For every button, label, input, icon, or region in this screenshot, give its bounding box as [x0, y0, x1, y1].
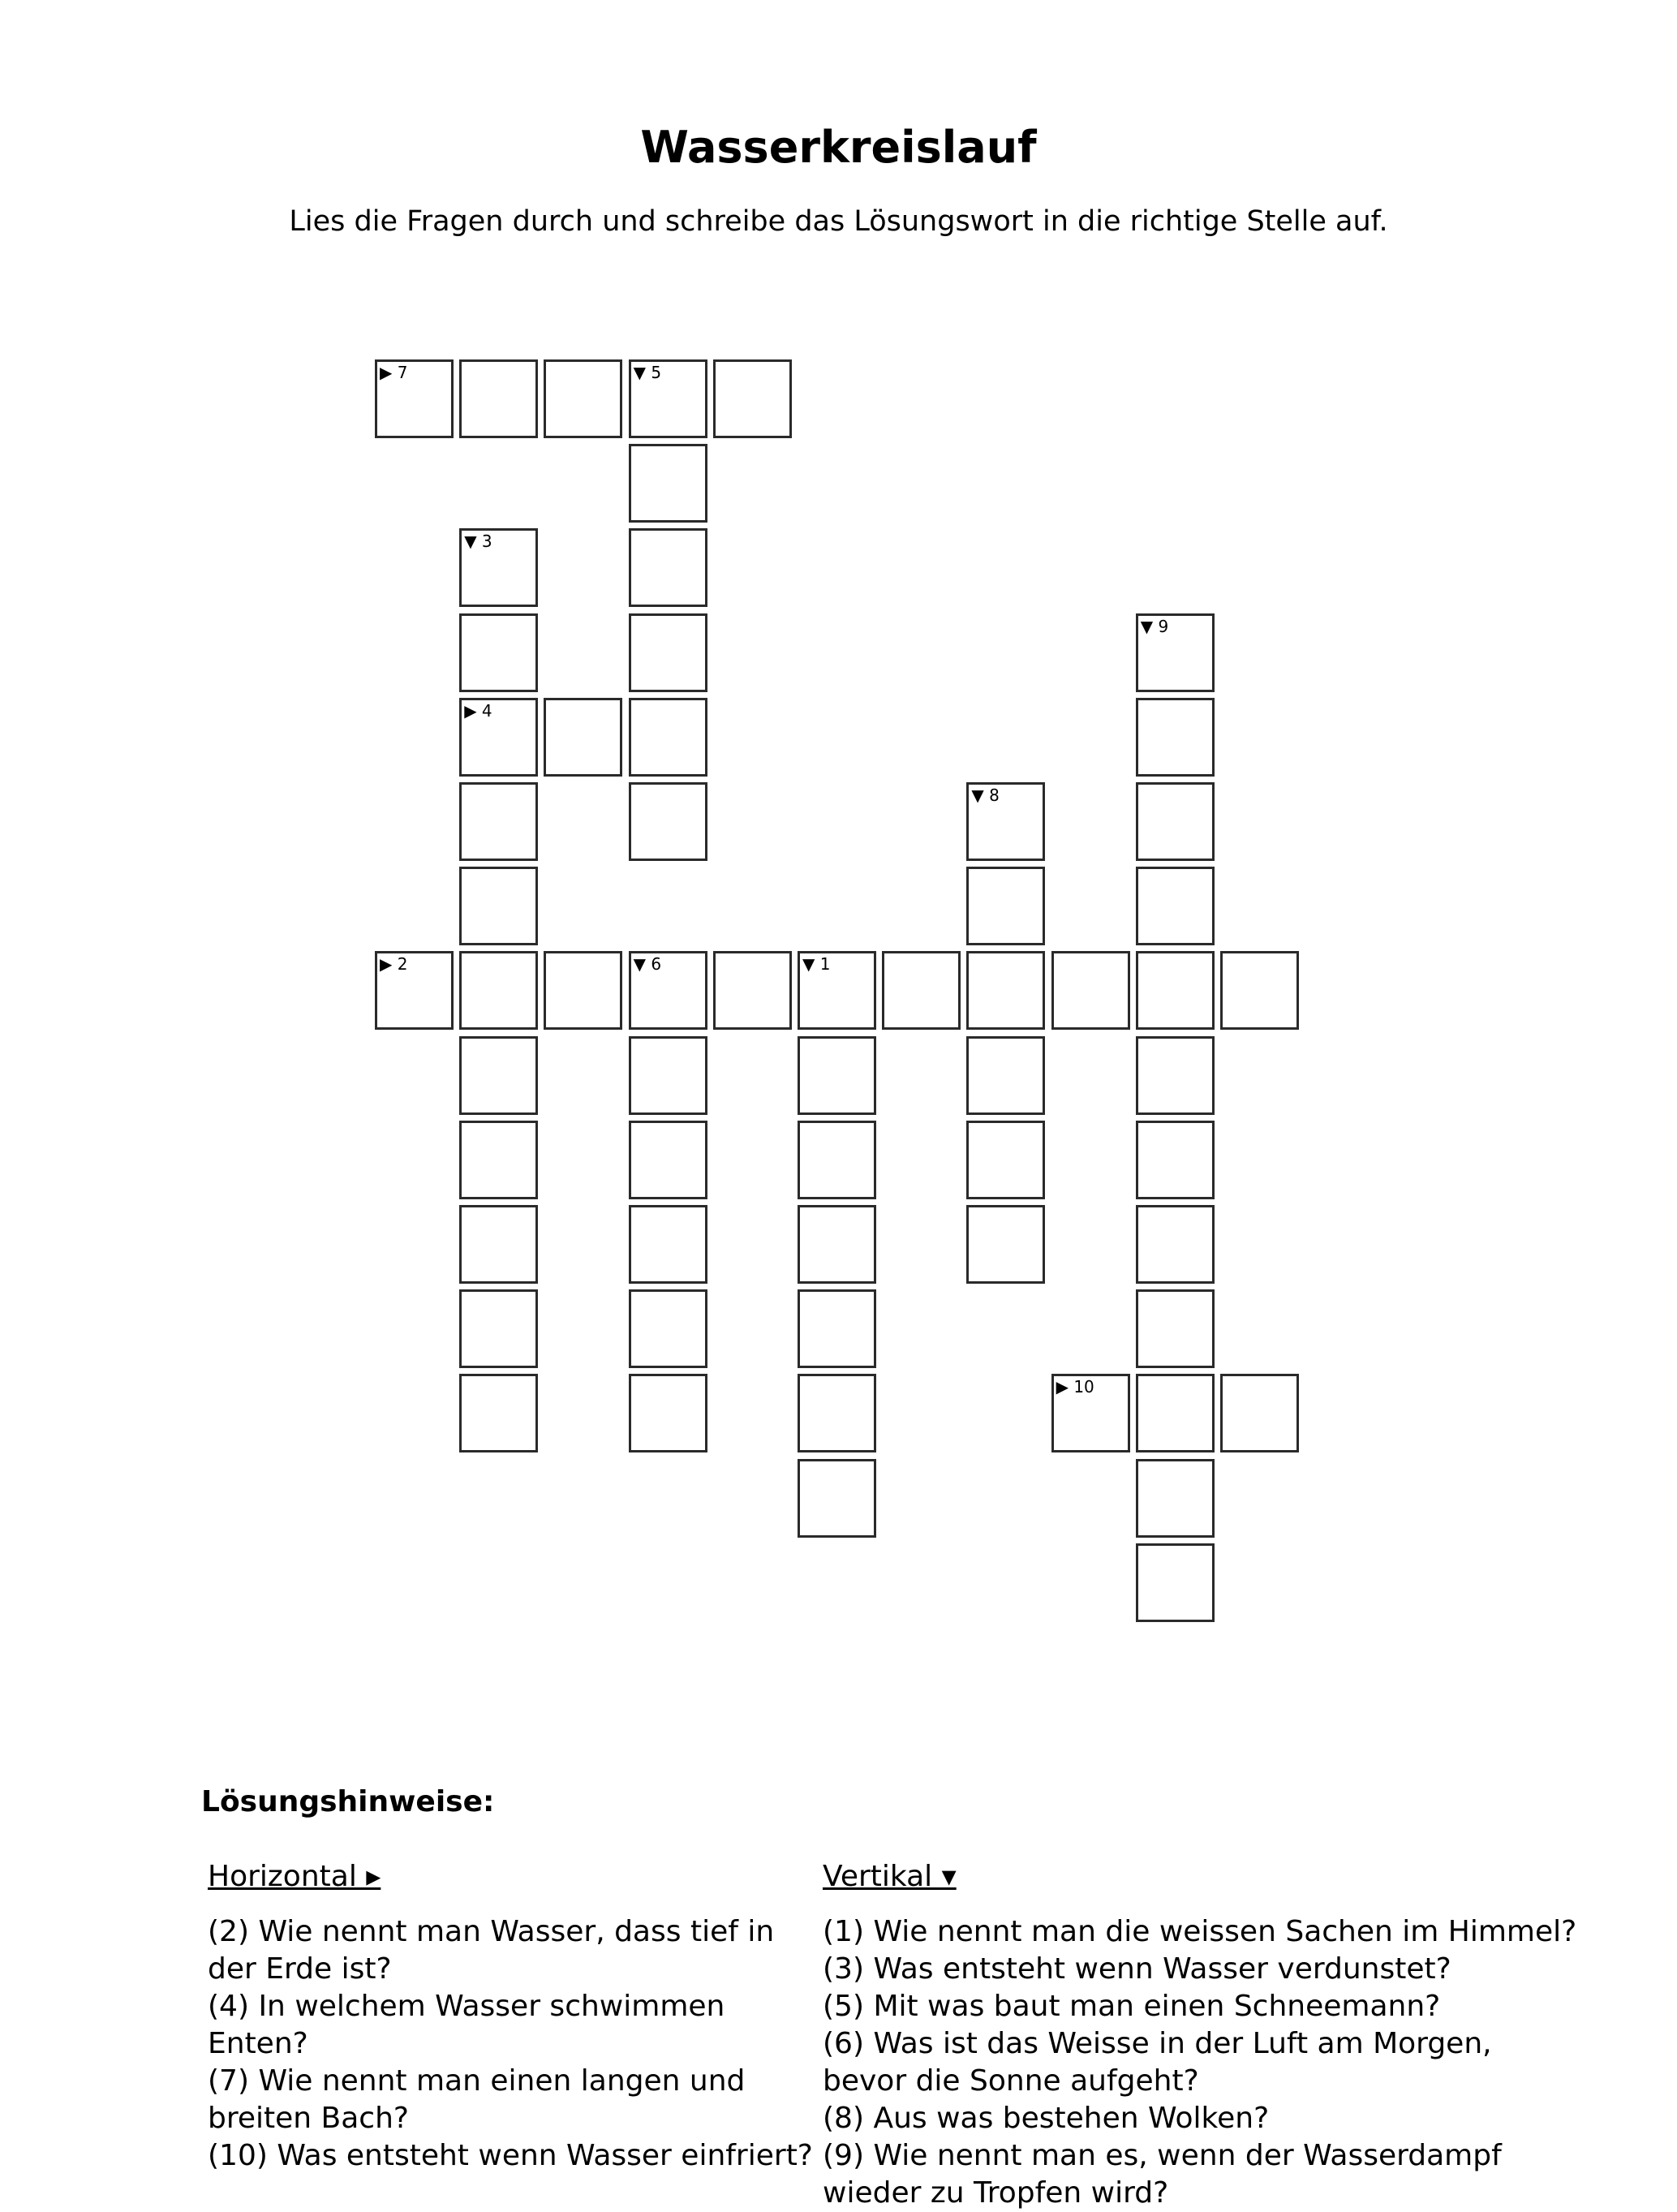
clue-item: (9) Wie nennt man es, wenn der Wasserdampf wieder zu Tropfen wird? [823, 2139, 1502, 2210]
crossword-cell[interactable] [544, 359, 622, 438]
crossword-cell[interactable] [629, 359, 707, 438]
crossword-cell[interactable] [798, 1459, 876, 1538]
crossword-cell[interactable] [629, 444, 707, 523]
crossword-cell[interactable] [459, 359, 538, 438]
clue-item: (8) Aus was bestehen Wolken? [823, 2102, 1270, 2135]
clue-number-label: ▼ 3 [464, 531, 492, 552]
instructions: Lies die Fragen durch und schreibe das Lösungswort in die richtige Stelle auf. [289, 205, 1388, 238]
crossword-cell[interactable] [459, 1374, 538, 1452]
crossword-cell[interactable] [459, 613, 538, 692]
crossword-cell[interactable] [1136, 951, 1215, 1030]
clue-item: (3) Was entsteht wenn Wasser verdunstet? [823, 1952, 1451, 1986]
crossword-cell[interactable] [1220, 951, 1299, 1030]
crossword-cell[interactable] [459, 1121, 538, 1199]
crossword-cell[interactable] [713, 359, 792, 438]
vertical-clues [823, 1858, 1577, 2212]
crossword-cell[interactable] [1051, 1374, 1130, 1452]
page-title: Wasserkreislauf [640, 122, 1037, 173]
crossword-cell[interactable] [459, 782, 538, 861]
clue-item: (4) In welchem Wasser schwimmen Enten? [208, 1990, 725, 2060]
crossword-cell[interactable] [629, 1121, 707, 1199]
crossword-cell[interactable] [629, 951, 707, 1030]
clue-number-label: ▼ 9 [1140, 616, 1169, 636]
clue-item: (2) Wie nennt man Wasser, dass tief in der Erde ist? [208, 1915, 775, 1986]
horizontal-clues [208, 1858, 824, 2175]
crossword-cell[interactable] [375, 951, 454, 1030]
crossword-cell[interactable] [966, 1036, 1045, 1115]
crossword-cell[interactable] [966, 867, 1045, 945]
crossword-cell[interactable] [1136, 1543, 1215, 1622]
crossword-cell[interactable] [459, 1205, 538, 1284]
crossword-cell[interactable] [1136, 1374, 1215, 1452]
clue-item: (5) Mit was baut man einen Schneemann? [823, 1990, 1441, 2023]
crossword-cell[interactable] [1136, 1205, 1215, 1284]
crossword-cell[interactable] [1136, 867, 1215, 945]
crossword-cell[interactable] [798, 1036, 876, 1115]
crossword-cell[interactable] [544, 698, 622, 777]
crossword-cell[interactable] [459, 528, 538, 607]
clue-number-label: ▼ 1 [802, 954, 831, 975]
crossword-cell[interactable] [544, 951, 622, 1030]
crossword-cell[interactable] [1220, 1374, 1299, 1452]
crossword-cell[interactable] [629, 698, 707, 777]
crossword-cell[interactable] [629, 1374, 707, 1452]
crossword-cell[interactable] [798, 1121, 876, 1199]
crossword-cell[interactable] [1136, 782, 1215, 861]
clue-number-label: ▼ 5 [633, 363, 662, 382]
crossword-cell[interactable] [629, 613, 707, 692]
clue-item: (7) Wie nennt man einen langen und breiten Bach? [208, 2064, 746, 2135]
crossword-cell[interactable] [966, 782, 1045, 861]
crossword-cell[interactable] [882, 951, 961, 1030]
clue-number-label: ▶ 10 [1056, 1377, 1094, 1397]
crossword-cell[interactable] [629, 1205, 707, 1284]
crossword-cell[interactable] [1051, 951, 1130, 1030]
clue-number-label: ▶ 7 [380, 363, 408, 382]
crossword-cell[interactable] [1136, 1121, 1215, 1199]
vertical-heading: Vertikal ▾ [823, 1860, 957, 1893]
clue-number-label: ▼ 6 [633, 954, 662, 975]
crossword-cell[interactable] [798, 951, 876, 1030]
crossword-cell[interactable] [375, 359, 454, 438]
crossword-cell[interactable] [798, 1289, 876, 1368]
crossword-cell[interactable] [1136, 698, 1215, 777]
crossword-cell[interactable] [1136, 1036, 1215, 1115]
crossword-cell[interactable] [629, 1036, 707, 1115]
crossword-cell[interactable] [459, 1289, 538, 1368]
crossword-cell[interactable] [1136, 1459, 1215, 1538]
clue-item: (1) Wie nennt man die weissen Sachen im Himmel? [823, 1915, 1577, 1948]
clue-number-label: ▼ 8 [971, 785, 1000, 805]
clue-item: (6) Was ist das Weisse in der Luft am Morgen, bevor die Sonne aufgeht? [823, 2027, 1492, 2098]
crossword-cell[interactable] [713, 951, 792, 1030]
crossword-cell[interactable] [459, 698, 538, 777]
horizontal-heading: Horizontal ▸ [208, 1860, 381, 1893]
crossword-cell[interactable] [459, 867, 538, 945]
clue-number-label: ▶ 4 [464, 700, 492, 721]
crossword-cell[interactable] [966, 951, 1045, 1030]
clue-item: (10) Was entsteht wenn Wasser einfriert? [208, 2139, 813, 2172]
crossword-cell[interactable] [1136, 613, 1215, 692]
crossword-cell[interactable] [966, 1121, 1045, 1199]
hints-heading: Lösungshinweise: [201, 1785, 495, 1818]
crossword-cell[interactable] [798, 1374, 876, 1452]
crossword-cell[interactable] [1136, 1289, 1215, 1368]
crossword-cell[interactable] [459, 1036, 538, 1115]
crossword-cell[interactable] [459, 951, 538, 1030]
crossword-cell[interactable] [966, 1205, 1045, 1284]
crossword-cell[interactable] [629, 782, 707, 861]
clue-number-label: ▶ 2 [380, 954, 408, 975]
crossword-cell[interactable] [798, 1205, 876, 1284]
crossword-cell[interactable] [629, 1289, 707, 1368]
crossword-cell[interactable] [629, 528, 707, 607]
